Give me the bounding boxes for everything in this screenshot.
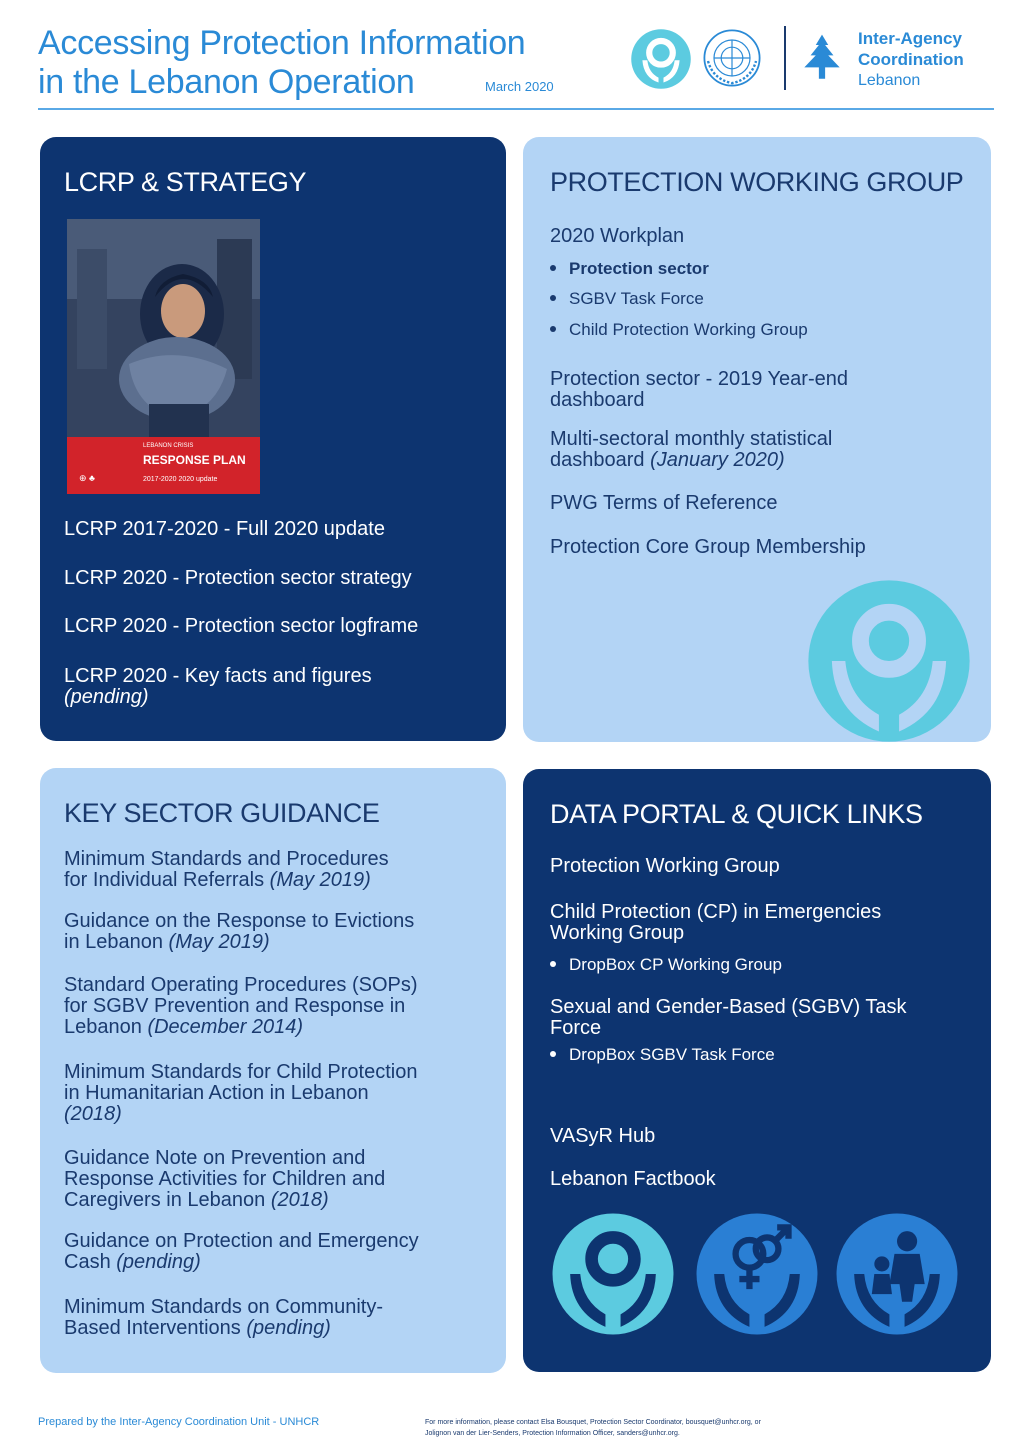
terms-of-reference-link[interactable]: PWG Terms of Reference (550, 492, 778, 514)
bullet-icon (550, 326, 556, 332)
lcrp-link-logframe[interactable]: LCRP 2020 - Protection sector logframe (64, 615, 419, 637)
panel-title: DATA PORTAL & QUICK LINKS (550, 799, 923, 829)
lcrp-link-strategy[interactable]: LCRP 2020 - Protection sector strategy (64, 567, 412, 589)
protection-hands-icon (550, 1211, 676, 1337)
panel-title: KEY SECTOR GUIDANCE (64, 798, 380, 828)
contact-info: For more information, please contact Elsa Bousquet, Protection Sector Coordinator, bousquet@unhcr.org, or Jolignon van der Lier-Senders, Protection Information Officer, sanders@unhcr.org. (425, 1419, 761, 1437)
sector-emblems (550, 1211, 970, 1341)
cover-line-1: LEBANON CRISIS (143, 443, 194, 449)
portal-link-vasyr[interactable]: VASyR Hub (550, 1125, 656, 1147)
guidance-link-child-protection[interactable]: Minimum Standards for Child Protection in Humanitarian Action in Lebanon (2018) (64, 1061, 418, 1125)
guidance-link-community-interventions[interactable]: Minimum Standards on Community- Based Interventions (pending) (64, 1296, 383, 1339)
page-header (38, 22, 994, 110)
yearend-dashboard-link[interactable]: Protection sector - 2019 Year-end dashboard (550, 368, 848, 411)
agency-line-2: Coordination (858, 50, 964, 69)
guidance-link-prevention-note[interactable]: Guidance Note on Prevention and Response Activities for Children and Caregivers in Lebanon (2018) (64, 1147, 386, 1211)
core-group-membership-link[interactable]: Protection Core Group Membership (550, 536, 866, 558)
agency-name (858, 28, 964, 91)
bullet-icon (550, 961, 556, 967)
agency-line-3: Lebanon (858, 72, 921, 89)
cover-line-2: RESPONSE PLAN (143, 453, 246, 467)
lcrp-strategy-panel (40, 137, 506, 741)
portal-link-cp-working-group[interactable]: Child Protection (CP) in Emergencies Working Group (550, 901, 882, 944)
agency-line-1: Inter-Agency (858, 29, 962, 48)
workplan-protection-sector[interactable]: Protection sector (550, 259, 709, 279)
guidance-link-referrals[interactable]: Minimum Standards and Procedures for Individual Referrals (May 2019) (64, 848, 389, 891)
guidance-link-sgbv-sops[interactable]: Standard Operating Procedures (SOPs) for SGBV Prevention and Response in Lebanon (December 2014) (64, 974, 418, 1038)
workplan-heading: 2020 Workplan (550, 225, 685, 247)
workplan-sgbv-task-force[interactable]: SGBV Task Force (550, 289, 704, 309)
lcrp-link-key-facts[interactable] (64, 666, 372, 708)
portal-link-sgbv-task-force[interactable]: Sexual and Gender-Based (SGBV) Task Force (550, 996, 907, 1039)
cover-line-3: 2017-2020 2020 update (143, 476, 218, 483)
panel-title: LCRP & STRATEGY (64, 167, 307, 197)
response-plan-cover[interactable] (67, 219, 260, 494)
un-emblem-icon (702, 28, 762, 88)
link-text: LCRP 2020 - Key facts and figures (64, 665, 372, 687)
cedar-tree-icon (796, 32, 848, 84)
monthly-dashboard-link[interactable]: Multi-sectoral monthly statistical dashboard (January 2020) (550, 428, 833, 471)
pending-note: (pending) (64, 686, 149, 708)
protection-logo-icon (630, 28, 692, 90)
workplan-child-protection[interactable]: Child Protection Working Group (550, 320, 808, 340)
gender-symbols-icon (694, 1211, 820, 1337)
portal-link-factbook[interactable]: Lebanon Factbook (550, 1168, 716, 1190)
cover-band (67, 437, 260, 494)
lcrp-link-full-update[interactable]: LCRP 2017-2020 - Full 2020 update (64, 518, 385, 540)
portal-link-pwg[interactable]: Protection Working Group (550, 855, 780, 877)
data-portal-panel (523, 769, 991, 1372)
child-protection-icon (834, 1211, 960, 1337)
prepared-by: Prepared by the Inter-Agency Coordination Unit - UNHCR (38, 1416, 320, 1428)
bullet-icon (550, 1051, 556, 1057)
panel-title: PROTECTION WORKING GROUP (550, 167, 964, 197)
cover-emblems-icon: ⊕ ♣ (79, 473, 95, 483)
logo-strip (630, 22, 994, 94)
guidance-link-emergency-cash[interactable]: Guidance on Protection and Emergency Cash (pending) (64, 1230, 419, 1273)
key-sector-guidance-panel (40, 768, 506, 1373)
bullet-icon (550, 265, 556, 271)
publication-date: March 2020 (485, 79, 554, 94)
dropbox-sgbv-link[interactable]: DropBox SGBV Task Force (550, 1045, 775, 1065)
protection-working-group-panel (523, 137, 991, 742)
page-title (38, 24, 525, 102)
title-line-2: in the Lebanon Operation (38, 63, 415, 101)
guidance-link-evictions[interactable]: Guidance on the Response to Evictions in Lebanon (May 2019) (64, 910, 415, 953)
logo-divider (784, 26, 786, 90)
bullet-icon (550, 295, 556, 301)
cover-photo-icon (67, 219, 260, 437)
dropbox-cp-link[interactable]: DropBox CP Working Group (550, 955, 782, 975)
protection-hands-icon (805, 577, 973, 745)
title-line-1: Accessing Protection Information (38, 24, 526, 62)
